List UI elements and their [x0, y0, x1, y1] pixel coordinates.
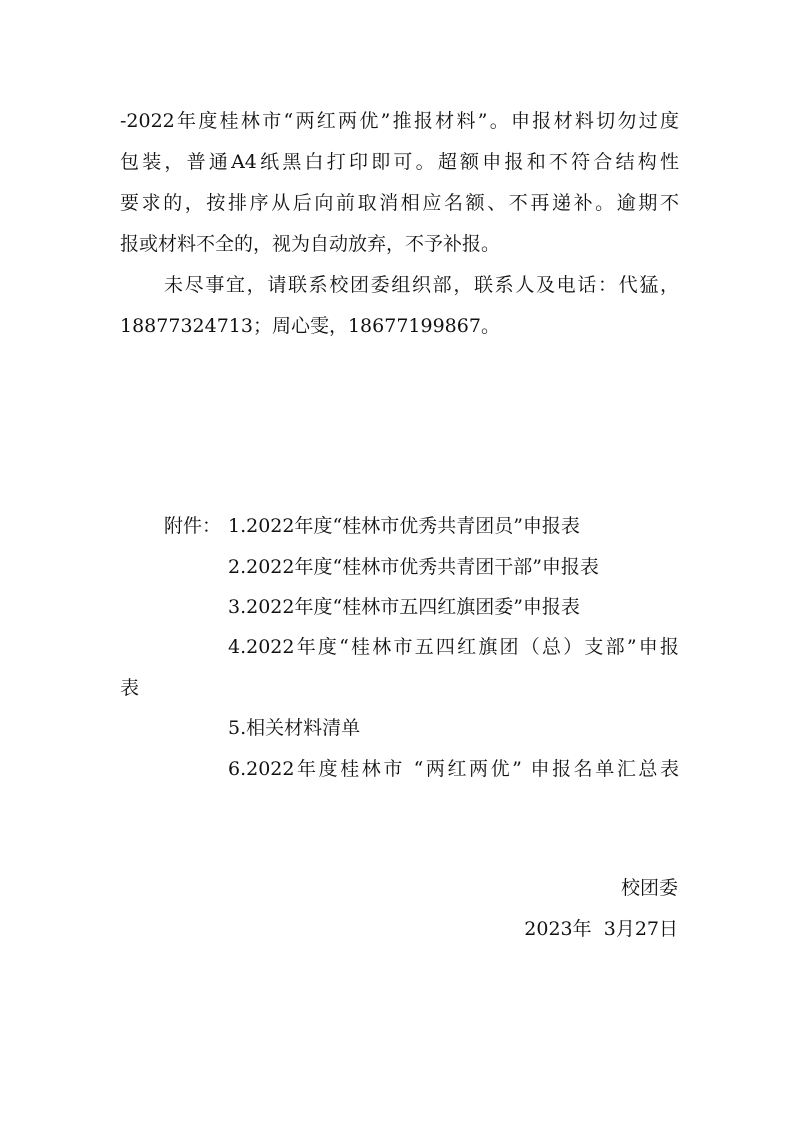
signature-date: 2023年 3月27日: [524, 918, 678, 940]
contact-paragraph-line: 18877324713；周心雯，18677199867。: [120, 315, 500, 337]
attachment-item: 3.2022年度“桂林市五四红旗团委”申报表: [228, 596, 580, 618]
body-paragraph-line: -2022年度桂林市“两红两优”推报材料”。申报材料切勿过度: [120, 110, 679, 132]
attachment-item: 2.2022年度“桂林市优秀共青团干部”申报表: [228, 556, 599, 578]
body-paragraph-line: 报或材料不全的，视为自动放弃，不予补报。: [120, 233, 501, 255]
signature-org: 校团委: [620, 877, 678, 899]
attachment-item: 4.2022年度“桂林市五四红旗团（总）支部”申报: [228, 636, 679, 658]
attachments-label: 附件：: [164, 515, 222, 537]
attachment-item-continuation: 表: [120, 677, 140, 699]
body-paragraph-line: 要求的，按排序从后向前取消相应名额、不再递补。逾期不: [120, 192, 679, 214]
attachment-item: 5.相关材料清单: [228, 717, 361, 739]
contact-paragraph-line: 未尽事宜，请联系校团委组织部，联系人及电话：代猛，: [164, 274, 679, 296]
attachment-item: 1.2022年度“桂林市优秀共青团员”申报表: [228, 515, 580, 537]
body-paragraph-line: 包装，普通A4纸黑白打印即可。超额申报和不符合结构性: [120, 151, 679, 173]
attachment-item: 6.2022年度桂林市 “两红两优” 申报名单汇总表: [228, 758, 679, 780]
